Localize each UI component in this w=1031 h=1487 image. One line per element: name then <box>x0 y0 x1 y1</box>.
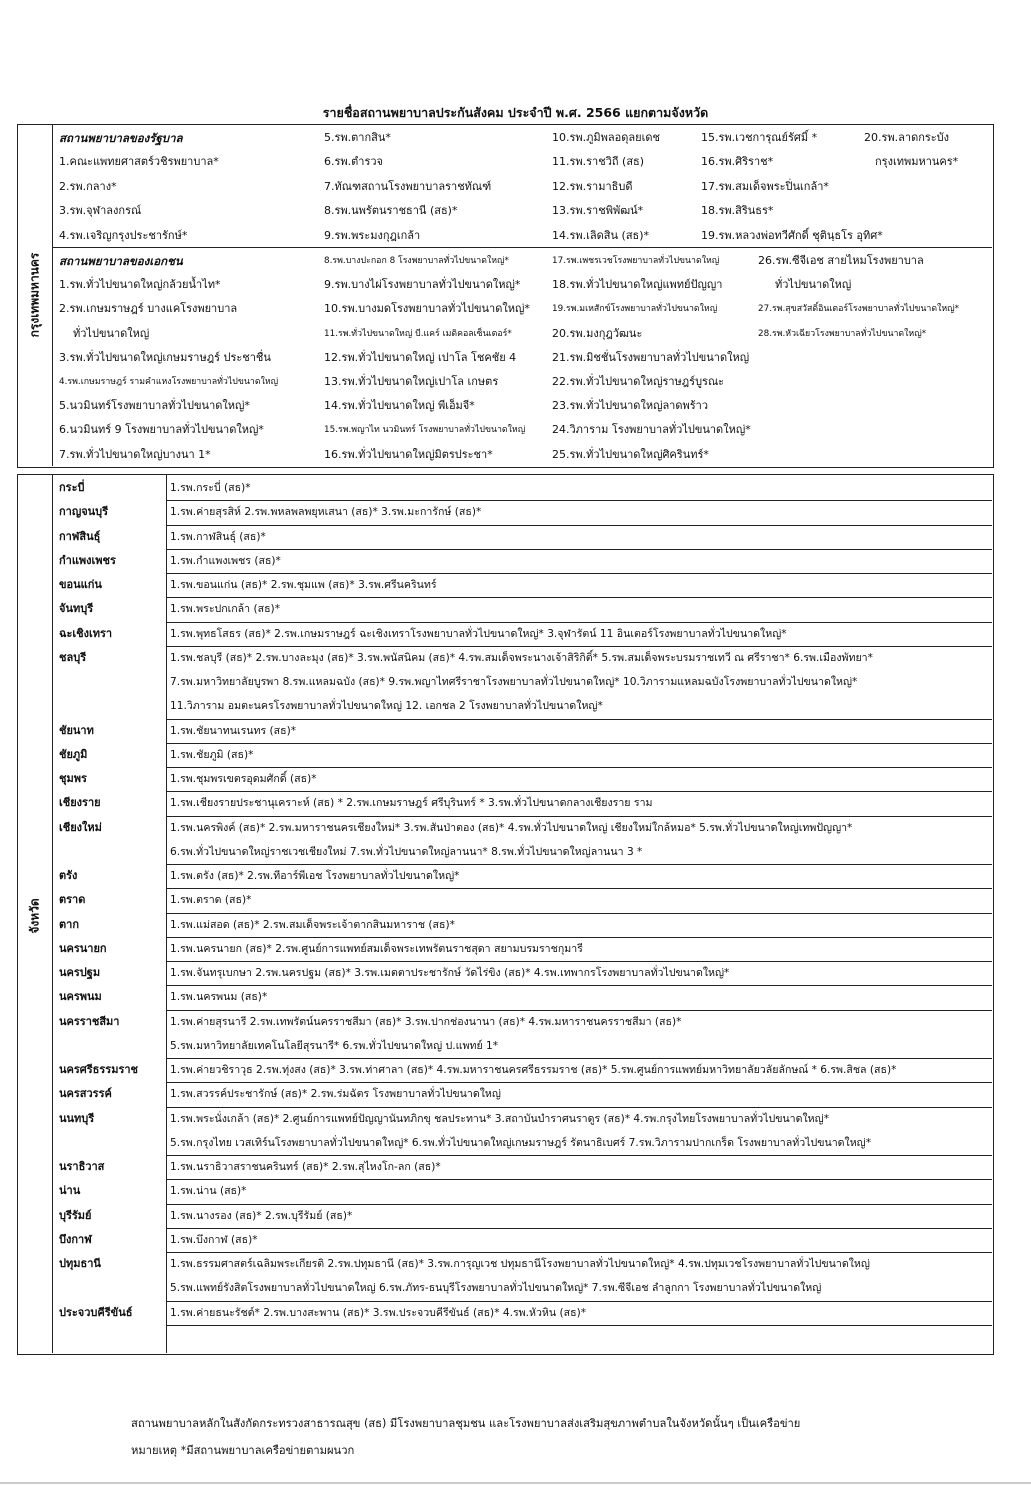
province-name-divider <box>166 475 167 1353</box>
province-name: บึงกาฬ <box>59 1232 92 1246</box>
province-row-divider <box>166 1228 992 1229</box>
province-hospitals: 1.รพ.ชัยภูมิ (สธ)* <box>170 748 254 761</box>
private-hospital-item: 4.รพ.เกษมราษฎร์ รามคำแหงโรงพยาบาลทั่วไปขนาดใหญ่ <box>59 377 279 387</box>
private-hospital-item: ทั่วไปขนาดใหญ่ <box>73 326 150 340</box>
province-hospitals: 1.รพ.พระนั่งเกล้า (สธ)* 2.ศูนย์การแพทย์ปัญญานันทภิกขุ ชลประทาน* 3.สถาบันบำราศนราดูร (สธ)* 4.รพ.กรุงไทยโรงพยาบาลทั่วไปขนาดใหญ่* <box>170 1112 829 1125</box>
gov-hospital-item: 2.รพ.กลาง* <box>59 179 117 193</box>
gov-hospital-item: 16.รพ.ศิริราช* <box>701 155 774 169</box>
gov-hospital-item: 5.รพ.ตากสิน* <box>324 131 391 144</box>
bangkok-table <box>17 124 994 468</box>
province-name: กำแพงเพชร <box>59 553 116 567</box>
province-name: นครศรีธรรมราช <box>59 1063 139 1076</box>
private-hospital-item: 15.รพ.พญาไท นวมินทร์ โรงพยาบาลทั่วไปขนาดใหญ่ <box>324 425 526 436</box>
gov-hospital-item: 19.รพ.หลวงพ่อทวีศักดิ์ ชุตินฺธโร อุทิศ* <box>701 228 883 242</box>
footer-note: สถานพยาบาลหลักในสังกัดกระทรวงสาธารณสุข (สธ) มีโรงพยาบาลชุมชน และโรงพยาบาลส่งเสริมสุขภาพตำบลในจังหวัดนั้นๆ เป็นเครือข่าย <box>131 1417 801 1430</box>
province-row-divider <box>166 888 992 889</box>
province-hospitals: 1.รพ.ค่ายสุรนารี 2.รพ.เทพรัตน์นครราชสีมา (สธ)* 3.รพ.ปากช่องนานา (สธ)* 4.รพ.มหาราชนครราชสีมา (สธ)* <box>170 1015 682 1028</box>
province-name: ชลบุรี <box>59 650 87 664</box>
gov-hospital-item: 11.รพ.ราชวิถี (สธ) <box>552 155 645 169</box>
gov-hospital-item: 20.รพ.ลาดกระบัง <box>864 131 950 144</box>
province-hospitals: 1.รพ.นครนายก (สธ)* 2.รพ.ศูนย์การแพทย์สมเด็จพระเทพรัตนราชสุดา สยามบรมราชกุมารี <box>170 942 583 955</box>
bangkok-label-divider <box>52 125 53 466</box>
province-name: ปทุมธานี <box>59 1257 101 1270</box>
gov-section-header: สถานพยาบาลของรัฐบาล <box>59 131 183 145</box>
province-name: ประจวบคีรีขันธ์ <box>59 1305 133 1319</box>
province-hospitals: 1.รพ.กำแพงเพชร (สธ)* <box>170 554 281 567</box>
gov-hospital-item: 18.รพ.สิรินธร* <box>701 204 774 218</box>
gov-hospital-item: 13.รพ.ราชพิพัฒน์* <box>552 204 644 218</box>
private-hospital-item: 12.รพ.ทั่วไปขนาดใหญ่ เปาโล โชคชัย 4 <box>324 350 517 364</box>
province-row-divider <box>166 1179 992 1180</box>
document-title: รายชื่อสถานพยาบาลประกันสังคม ประจำปี พ.ศ. 2566 แยกตามจังหวัด <box>322 105 709 120</box>
province-name: ตรัง <box>59 869 78 882</box>
province-hospitals: 5.รพ.แพทย์รังสิตโรงพยาบาลทั่วไปขนาดใหญ่ 6.รพ.ภัทร-ธนบุรีโรงพยาบาลทั่วไปขนาดใหญ่* 7.รพ.ซีจีเอช ลำลูกกา โรงพยาบาลทั่วไปขนาดใหญ่ <box>170 1282 822 1295</box>
province-row-divider <box>166 961 992 962</box>
gov-hospital-item: 14.รพ.เลิดสิน (สธ)* <box>552 228 650 242</box>
province-name: นครปฐม <box>59 966 101 979</box>
province-row-divider <box>166 985 992 986</box>
province-hospitals: 1.รพ.ตราด (สธ)* <box>170 894 252 907</box>
private-hospital-item: 10.รพ.บางมดโรงพยาบาลทั่วไปขนาดใหญ่* <box>324 302 530 316</box>
province-row-divider <box>166 1204 992 1205</box>
province-row-divider <box>166 816 992 817</box>
province-name: ชัยนาท <box>59 723 94 737</box>
province-hospitals: 1.รพ.ค่ายธนะรัชต์* 2.รพ.บางสะพาน (สธ)* 3.รพ.ประจวบคีรีขันธ์ (สธ)* 4.รพ.หัวหิน (สธ)* <box>170 1306 587 1319</box>
provinces-label: จังหวัด <box>27 898 42 934</box>
province-row-divider <box>166 549 992 550</box>
private-hospital-item: 20.รพ.มงกุฎวัฒนะ <box>552 326 643 340</box>
private-hospital-item: 6.นวมินทร์ 9 โรงพยาบาลทั่วไปขนาดใหญ่* <box>59 423 264 437</box>
private-hospital-item: 18.รพ.ทั่วไปขนาดใหญ่แพทย์ปัญญา <box>552 278 723 292</box>
private-hospital-item: 17.รพ.เพชรเวชโรงพยาบาลทั่วไปขนาดใหญ่ <box>552 256 720 266</box>
provinces-label-divider <box>52 475 53 1353</box>
province-hospitals: 1.รพ.กาฬสินธุ์ (สธ)* <box>170 530 266 543</box>
private-hospital-item: 1.รพ.ทั่วไปขนาดใหญ่กล้วยน้ำไท* <box>59 278 221 292</box>
province-hospitals: 1.รพ.นครพิงค์ (สธ)* 2.รพ.มหาราชนครเชียงใหม่* 3.รพ.สันป่าตอง (สธ)* 4.รพ.ทั่วไปขนาดใหญ่ เชียงใหม่ใกล้หมอ* 5.รพ.ทั่วไปขนาดใหญ่เทพปัญญา* <box>170 821 853 834</box>
province-name: นนทบุรี <box>59 1111 95 1125</box>
province-hospitals: 1.รพ.พระปกเกล้า (สธ)* <box>170 603 280 616</box>
gov-hospital-item: 4.รพ.เจริญกรุงประชารักษ์* <box>59 228 188 242</box>
province-hospitals: 1.รพ.ค่ายสุรสิห์ 2.รพ.พหลพลพยุหเสนา (สธ)* 3.รพ.มะการักษ์ (สธ)* <box>170 506 482 519</box>
province-row-divider <box>166 573 992 574</box>
province-hospitals: 1.รพ.นครพนม (สธ)* <box>170 991 268 1004</box>
private-hospital-item: 9.รพ.บางไผ่โรงพยาบาลทั่วไปขนาดใหญ่* <box>324 278 521 292</box>
private-hospital-item: 13.รพ.ทั่วไปขนาดใหญ่เปาโล เกษตร <box>324 375 499 388</box>
province-row-divider <box>166 1301 992 1302</box>
gov-hospital-item: 1.คณะแพทยศาสตร์วชิรพยาบาล* <box>59 155 219 169</box>
province-row-divider <box>166 1107 992 1108</box>
private-hospital-item: 19.รพ.มเหสักข์โรงพยาบาลทั่วไปขนาดใหญ่ <box>552 304 718 315</box>
gov-hospital-item: 7.ทัณฑสถานโรงพยาบาลราชทัณฑ์ <box>324 179 492 193</box>
province-row-divider <box>166 937 992 938</box>
province-name: บุรีรัมย์ <box>59 1208 92 1222</box>
private-hospital-item: 22.รพ.ทั่วไปขนาดใหญ่ราษฎร์บูรณะ <box>552 375 725 388</box>
private-hospital-item: 16.รพ.ทั่วไปขนาดใหญ่มิตรประชา* <box>324 447 493 461</box>
bangkok-label: กรุงเทพมหานคร <box>27 252 42 338</box>
province-name: จันทบุรี <box>59 602 94 616</box>
private-hospital-item: 27.รพ.สุขสวัสดิ์อินเตอร์โรงพยาบาลทั่วไปขนาดใหญ่* <box>758 304 960 315</box>
province-hospitals: 5.รพ.กรุงไทย เวสเทิร์นโรงพยาบาลทั่วไปขนาดใหญ่* 6.รพ.ทั่วไปขนาดใหญ่เกษมราษฎร์ รัตนาธิเบศร์ 7.รพ.วิภารามปากเกร็ด โรงพยาบาลทั่วไปขนาดใหญ่* <box>170 1136 871 1149</box>
private-hospital-item: 2.รพ.เกษมราษฎร์ บางแคโรงพยาบาล <box>59 302 238 316</box>
private-hospital-item: 23.รพ.ทั่วไปขนาดใหญ่ลาดพร้าว <box>552 399 709 413</box>
gov-hospital-item: 6.รพ.ตำรวจ <box>324 155 384 169</box>
private-hospital-item: 8.รพ.บางปะกอก 8 โรงพยาบาลทั่วไปขนาดใหญ่* <box>324 256 509 266</box>
province-hospitals: 1.รพ.น่าน (สธ)* <box>170 1185 247 1198</box>
gov-hospital-item: 8.รพ.นพรัตนราชธานี (สธ)* <box>324 204 458 218</box>
gov-hospital-item: 10.รพ.ภูมิพลอดุลยเดช <box>552 131 660 144</box>
province-hospitals: 1.รพ.บึงกาฬ (สธ)* <box>170 1233 258 1246</box>
province-hospitals: 1.รพ.นางรอง (สธ)* 2.รพ.บุรีรัมย์ (สธ)* <box>170 1209 353 1222</box>
province-name: กาฬสินธุ์ <box>59 529 101 543</box>
province-hospitals: 1.รพ.ชลบุรี (สธ)* 2.รพ.บางละมุง (สธ)* 3.รพ.พนัสนิคม (สธ)* 4.รพ.สมเด็จพระนางเจ้าสิริกิติ์* 5.รพ.สมเด็จพระบรมราชเทวี ณ ศรีราชา* 6.รพ.เมืองพัทยา* <box>170 651 873 664</box>
gov-hospital-item: 15.รพ.เวชการุณย์รัศมิ์ * <box>701 131 818 144</box>
province-hospitals: 1.รพ.สวรรค์ประชารักษ์ (สธ)* 2.รพ.ร่มฉัตร โรงพยาบาลทั่วไปขนาดใหญ่ <box>170 1088 501 1101</box>
province-row-divider <box>166 864 992 865</box>
bangkok-section-divider <box>52 247 992 248</box>
province-hospitals: 1.รพ.ธรรมศาสตร์เฉลิมพระเกียรติ 2.รพ.ปทุมธานี (สธ)* 3.รพ.การุญเวช ปทุมธานีโรงพยาบาลทั่วไปขนาดใหญ่* 4.รพ.ปทุมเวชโรงพยาบาลทั่วไปขนาดใหญ่ <box>170 1258 870 1270</box>
private-hospital-item: 28.รพ.หัวเฉียวโรงพยาบาลทั่วไปขนาดใหญ่* <box>758 328 927 339</box>
province-hospitals: 1.รพ.นราธิวาสราชนครินทร์ (สธ)* 2.รพ.สุไหงโก-ลก (สธ)* <box>170 1161 441 1173</box>
province-row-divider <box>166 597 992 598</box>
private-hospital-item: 24.วิภาราม โรงพยาบาลทั่วไปขนาดใหญ่* <box>552 423 751 437</box>
province-row-divider <box>166 646 992 647</box>
private-hospital-item: 21.รพ.มิชชั่นโรงพยาบาลทั่วไปขนาดใหญ่ <box>552 350 750 364</box>
gov-hospital-item: 12.รพ.รามาธิบดี <box>552 179 633 193</box>
private-hospital-item: 5.นวมินทร์โรงพยาบาลทั่วไปขนาดใหญ่* <box>59 399 250 413</box>
province-hospitals: 1.รพ.แม่สอด (สธ)* 2.รพ.สมเด็จพระเจ้าตากสินมหาราช (สธ)* <box>170 918 455 931</box>
province-name: ขอนแก่น <box>59 578 102 591</box>
province-hospitals: 1.รพ.พุทธโสธร (สธ)* 2.รพ.เกษมราษฎร์ ฉะเชิงเทราโรงพยาบาลทั่วไปขนาดใหญ่* 3.จุฬารัตน์ 11 อินเตอร์โรงพยาบาลทั่วไปขนาดใหญ่* <box>170 627 787 640</box>
private-hospital-item: 7.รพ.ทั่วไปขนาดใหญ่บางนา 1* <box>59 447 211 461</box>
private-hospital-item: 3.รพ.ทั่วไปขนาดใหญ่เกษมราษฎร์ ประชาชื่น <box>59 350 271 364</box>
province-hospitals: 7.รพ.มหาวิทยาลัยบูรพา 8.รพ.แหลมฉบัง (สธ)* 9.รพ.พญาไทศรีราชาโรงพยาบาลทั่วไปขนาดใหญ่* 10.วิภารามแหลมฉบังโรงพยาบาลทั่วไปขนาดใหญ่* <box>170 676 858 688</box>
private-hospital-item: ทั่วไปขนาดใหญ่ <box>775 278 852 292</box>
province-hospitals: 1.รพ.ชุมพรเขตรอุดมศักดิ์ (สธ)* <box>170 773 317 785</box>
province-row-divider <box>166 1252 992 1253</box>
private-hospital-item: 26.รพ.ซีจีเอช สายไหมโรงพยาบาล <box>758 254 924 267</box>
province-hospitals: 1.รพ.ขอนแก่น (สธ)* 2.รพ.ชุมแพ (สธ)* 3.รพ.ศรีนครินทร์ <box>170 579 437 591</box>
province-name: นครสวรรค์ <box>59 1087 112 1101</box>
province-hospitals: 1.รพ.กระบี่ (สธ)* <box>170 482 251 494</box>
gov-hospital-item: 9.รพ.พระมงกุฎเกล้า <box>324 228 421 242</box>
province-row-divider <box>166 913 992 914</box>
province-row-divider <box>166 1082 992 1083</box>
province-row-divider <box>166 767 992 768</box>
province-name: นราธิวาส <box>59 1160 105 1173</box>
footer-remark: หมายเหตุ *มีสถานพยาบาลเครือข่ายตามผนวก <box>131 1444 355 1457</box>
private-hospital-item: 14.รพ.ทั่วไปขนาดใหญ่ พีเอ็มจี* <box>324 399 475 413</box>
province-name: ฉะเชิงเทรา <box>59 626 113 640</box>
province-name: นครนายก <box>59 941 107 955</box>
gov-hospital-item: 17.รพ.สมเด็จพระปิ่นเกล้า* <box>701 179 829 193</box>
province-row-divider <box>166 500 992 501</box>
province-row-divider <box>166 1325 992 1326</box>
gov-hospital-item: กรุงเทพมหานคร* <box>875 155 959 169</box>
province-name: เชียงราย <box>59 796 101 810</box>
province-name: ชุมพร <box>59 772 87 785</box>
province-name: เชียงใหม่ <box>59 820 102 834</box>
province-row-divider <box>166 525 992 526</box>
province-name: น่าน <box>59 1184 81 1198</box>
province-hospitals: 5.รพ.มหาวิทยาลัยเทคโนโลยีสุรนารี* 6.รพ.ทั่วไปขนาดใหญ่ ป.แพทย์ 1* <box>170 1039 499 1052</box>
province-row-divider <box>166 1010 992 1011</box>
province-row-divider <box>166 743 992 744</box>
province-hospitals: 6.รพ.ทั่วไปขนาดใหญ่ราชเวชเชียงใหม่ 7.รพ.ทั่วไปขนาดใหญ่ลานนา* 8.รพ.ทั่วไปขนาดใหญ่ลานนา 3 * <box>170 845 643 858</box>
province-name: ตราด <box>59 893 86 907</box>
gov-hospital-item: 3.รพ.จุฬาลงกรณ์ <box>59 204 142 218</box>
province-hospitals: 1.รพ.ค่ายวชิราวุธ 2.รพ.ทุ่งสง (สธ)* 3.รพ.ท่าศาลา (สธ)* 4.รพ.มหาราชนครศรีธรรมราช (สธ)* 5.รพ.ศูนย์การแพทย์มหาวิทยาลัยวลัยลักษณ์ * 6.รพ.สิชล (สธ)* <box>170 1064 897 1076</box>
province-row-divider <box>166 1058 992 1059</box>
province-row-divider <box>166 719 992 720</box>
province-hospitals: 1.รพ.ตรัง (สธ)* 2.รพ.ทีอาร์พีเอช โรงพยาบาลทั่วไปขนาดใหญ่* <box>170 870 460 882</box>
province-name: นครพนม <box>59 990 102 1004</box>
private-hospital-item: 25.รพ.ทั่วไปขนาดใหญ่ศิครินทร์* <box>552 447 709 461</box>
province-hospitals: 1.รพ.เชียงรายประชานุเคราะห์ (สธ) * 2.รพ.เกษมราษฎร์ ศรีบุรินทร์ * 3.รพ.ทั่วไปขนาดกลางเชียงราย ราม <box>170 797 653 810</box>
province-row-divider <box>166 791 992 792</box>
province-name: ชัยภูมิ <box>59 747 88 761</box>
province-hospitals: 1.รพ.ชัยนาทนเรนทร (สธ)* <box>170 724 297 737</box>
province-name: กาญจนบุรี <box>59 505 109 519</box>
province-hospitals: 1.รพ.จันทรุเบกษา 2.รพ.นครปฐม (สธ)* 3.รพ.เมตตาประชารักษ์ วัดไร่ขิง (สธ)* 4.รพ.เทพากรโรงพยาบาลทั่วไปขนาดใหญ่* <box>170 967 730 979</box>
province-name: กระบี่ <box>59 481 85 494</box>
province-row-divider <box>166 1155 992 1156</box>
page-edge <box>0 1482 1031 1484</box>
provinces-table <box>17 474 994 1355</box>
province-name: ตาก <box>59 917 79 931</box>
private-section-header: สถานพยาบาลของเอกชน <box>59 254 183 268</box>
province-hospitals: 11.วิภาราม อมตะนครโรงพยาบาลทั่วไปขนาดใหญ่ 12. เอกชล 2 โรงพยาบาลทั่วไปขนาดใหญ่* <box>170 700 603 713</box>
province-name: นครราชสีมา <box>59 1014 120 1028</box>
province-row-divider <box>166 622 992 623</box>
private-hospital-item: 11.รพ.ทั่วไปขนาดใหญ่ บี.แคร์ เมดิคอลเซ็นเตอร์* <box>324 328 512 339</box>
